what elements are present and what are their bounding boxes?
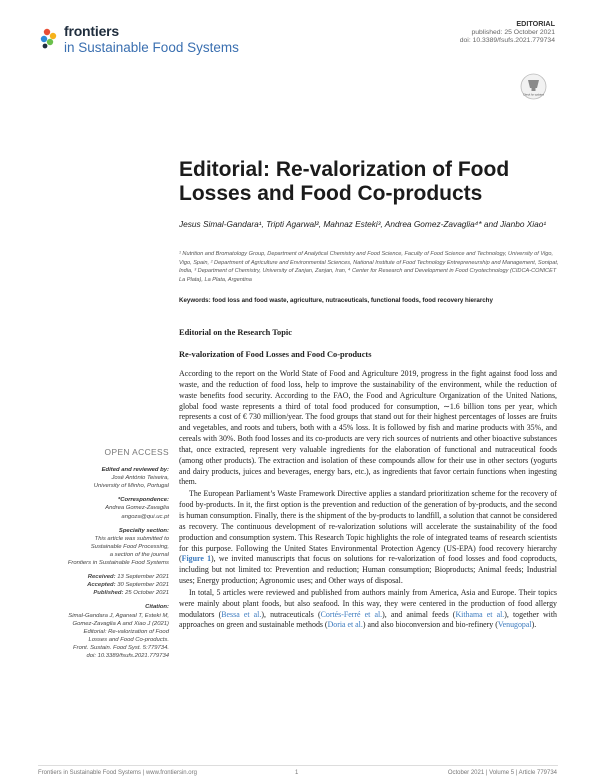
accepted-date [19,581,169,589]
page-number: 1 [295,770,299,776]
correspondence-heading: *Correspondence: [117,497,169,504]
article-type: EDITORIAL [516,19,555,28]
correspondence-email[interactable]: angoza@qui.uc.pt [121,513,169,520]
reference-link[interactable]: Venugopal [497,620,532,630]
body-text: ), and animal feeds ( [382,609,456,619]
footer-journal[interactable]: Frontiers in Sustainable Food Systems | www.frontiersin.org [38,770,197,776]
topic-label: Editorial on the Research Topic [179,328,292,337]
article-body [179,369,557,632]
citation-heading: Citation: [145,604,169,611]
body-text: ), we invited manuscripts that focus on solutions for re-valorization of food losses and food coproducts, including but not limited to: Prevention and reduction; Human consumption; Bioproducts; Animal feeds; Industrial uses; Energy production; Agronomic uses; and Other ways of disposal. [179,554,557,586]
editor-name: José António Teixeira, [111,475,169,482]
published-value: 25 October 2021 [125,590,169,597]
accepted-value: 30 September 2021 [117,582,169,589]
body-paragraph-1: According to the report on the World State of Food and Agriculture 2019, progress in the fight against food loss and waste, and the reduction of food loss, help to improve the sustainability of the environment, while the reduction of waste benefits food security. According to the FAO, the Food and Agriculture Organization of the United Nations, global food waste represents a third of total food produced for consumption, ∼1.6 billion tons per year, which represents a cost of € 730 million/year. The food groups that stand out for their highest percentages of losses are fruits and vegetables, and roots and tubers, both with a 45% loss. It is followed by fish and marine products with 35%, and cereals with 30%. Both food losses and its co-products are very rich sources of nutrients and other bioactive substances that, once extracted, represent very valuable ingredients for the elaboration of functional and nutraceutical foods (among other products). The extraction and isolation of these compounds allow for their use in other sectors (yogurts and dairy products, juices and beverages, energy bars, etc.), as ingredients that favor certain functions when ingesting them. [179,369,557,487]
open-access-label: OPEN ACCESS [104,447,169,457]
citation-line: Losses and Food Co-products. [88,636,169,643]
check-for-updates-icon[interactable] [520,73,547,100]
edited-by-heading: Edited and reviewed by: [101,467,169,474]
footer-divider [38,765,558,766]
accepted-label: Accepted: [87,582,116,589]
body-paragraph-2 [179,489,557,587]
body-paragraph-3 [179,588,557,631]
body-text: ), together with approaches on green and sustainable methods ( [179,609,557,630]
specialty-line: Frontiers in Sustainable Food Systems [67,560,169,567]
author-list: Jesus Simal-Gandara¹, Tripti Agarwal², Mahnaz Esteki³, Andrea Gomez-Zavaglia⁴* and Jianbo Xiao¹ [179,219,547,229]
reference-link[interactable]: Cortés-Ferré et al. [320,609,383,619]
article-title: Editorial: Re-valorization of Food Losses and Food Co-products [179,158,510,205]
specialty-heading: Specialty section: [118,527,169,534]
keywords: Keywords: food loss and food waste, agriculture, nutraceuticals, functional foods, food recovery hierarchy [179,297,493,304]
journal-name: in Sustainable Food Systems [64,40,239,55]
affiliations: ¹ Nutrition and Bromatology Group, Department of Analytical Chemistry and Food Science, Faculty of Food Science and Technology, University of Vigo, Vigo, Spain, ² Department of Agriculture and Environmental Sciences, National Institute of Food Technology Entrepreneurship and Management, Sonipat, India, ³ Department of Chemistry, University of Zanjan, Zanjan, Iran, ⁴ Center for Research and Development in Food Cryotechnology (CIDCA-CONICET La Plata), La Plata, Argentina [179,251,559,283]
citation-line: doi: 10.3389/fsufs.2021.779734 [86,652,169,659]
received-value: 13 September 2021 [117,574,169,581]
body-text: ). [531,620,537,630]
received-date [19,573,169,581]
body-text: ), nutraceuticals ( [261,609,321,619]
specialty-line: a section of the journal [109,551,169,558]
doi-text: doi: 10.3389/fsufs.2021.779734 [459,37,555,45]
published-date: published: 25 October 2021 [471,28,555,36]
citation-line: Front. Sustain. Food Syst. 5:779734. [73,644,169,651]
editor-affiliation: University of Minho, Portugal [93,483,169,490]
figure-link[interactable]: Figure 1 [181,554,212,564]
citation-line: Gomez-Zavaglia A and Xiao J (2021) [72,620,169,627]
body-text: The European Parliament’s Waste Framework Directive applies a standard prioritization scheme for the recovery of food by-products. In it, the first option is the prevention and reduction of the generation of by-products, and the second is human consumption. Finally, there is the shipment of the by-products to landfill, a solution that cannot be considered as recovery. The continuous development of re-valorization solutions will accelerate the sustainability of the food production and consumption system. This Research Topic highlights the role of integrated teams of research scientists for this purpose. Following the United States Environmental Protection Agency (US-EPA) food recovery hierarchy ( [179,489,557,564]
citation-line: Editorial: Re-valorization of Food [83,628,169,635]
topic-title: Re-valorization of Food Losses and Food Co-products [179,350,372,359]
reference-link[interactable]: Doria et al. [327,620,363,630]
article-info-sidebar [19,448,169,660]
specialty-line: This article was submitted to [94,535,169,542]
received-label: Received: [87,574,116,581]
brand-name: frontiers [64,23,119,39]
correspondence-name: Andrea Gomez-Zavaglia [105,505,169,512]
article-meta [460,20,555,46]
published-label: Published: [93,590,124,597]
citation-line: Simal-Gandara J, Agarwal T, Esteki M, [68,612,169,619]
published-date-sidebar [19,589,169,597]
check-updates-label: Check for updates [522,93,545,97]
body-text: ) and also bioconversion and bio-refinery ( [362,620,498,630]
body-text: In total, 5 articles were reviewed and published from authors mainly from America, Asia and Europe. Their topics were mainly about plant foods, but also seafood. In this way, they were centered in the production of food allergy modulators ( [179,587,557,619]
reference-link[interactable]: Kithama et al. [455,609,505,619]
reference-link[interactable]: Bessa et al. [221,609,262,619]
frontiers-logo-icon [38,27,62,51]
footer-issue: October 2021 | Volume 5 | Article 779734 [447,770,557,776]
specialty-line: Sustainable Food Processing, [90,543,169,550]
